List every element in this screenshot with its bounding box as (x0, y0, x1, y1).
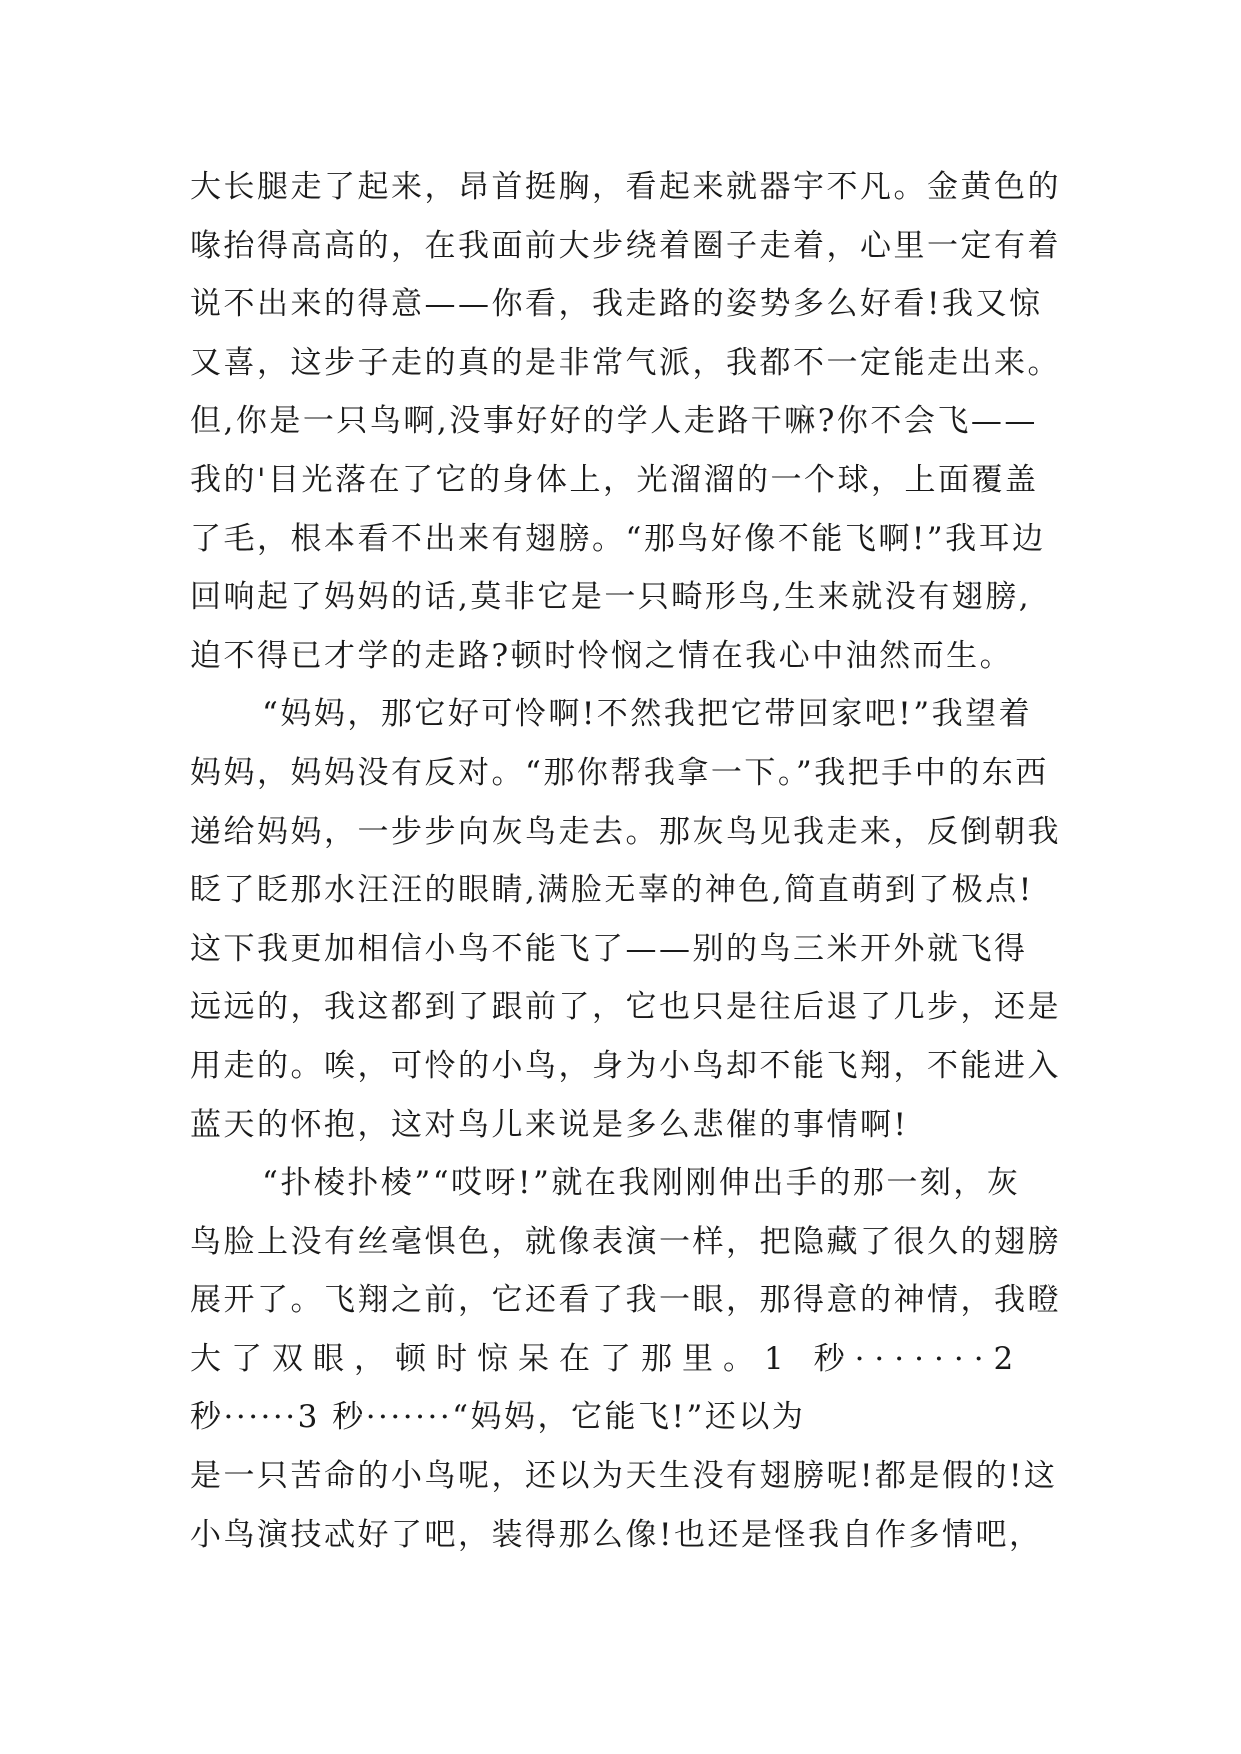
text-line: 远远的，我这都到了跟前了，它也只是往后退了几步，还是 (190, 989, 1061, 1026)
text-line: 大长腿走了起来，昂首挺胸，看起来就器宇不凡。金黄色的 (190, 169, 1061, 205)
text-line: 这下我更加相信小鸟不能飞了——别的鸟三米开外就飞得 (190, 930, 1028, 967)
text-line: 递给妈妈，一步步向灰鸟走去。那灰鸟见我走来，反倒朝我 (190, 813, 1061, 850)
text-line: 但,你是一只鸟啊,没事好好的学人走路干嘛?你不会飞—— (190, 403, 1038, 440)
text-line: 秒······3 秒·······“妈妈，它能飞!”还以为 (190, 1399, 806, 1436)
text-line: 鸟脸上没有丝毫惧色，就像表演一样，把隐藏了很久的翅膀 (190, 1223, 1061, 1260)
text-line: 我的'目光落在了它的身体上，光溜溜的一个球，上面覆盖 (190, 461, 1039, 498)
text-line: 说不出来的得意——你看，我走路的姿势多么好看!我又惊 (190, 286, 1043, 323)
text-line: 又喜，这步子走的真的是非常气派，我都不一定能走出来。 (190, 344, 1061, 381)
text-line: 用走的。唉，可怜的小鸟，身为小鸟却不能飞翔，不能进入 (190, 1047, 1061, 1084)
text-line: 眨了眨那水汪汪的眼睛,满脸无辜的神色,简直萌到了极点! (190, 872, 1034, 909)
text-line: 展开了。飞翔之前，它还看了我一眼，那得意的神情，我瞪 (190, 1282, 1061, 1319)
text-line: 喙抬得高高的，在我面前大步绕着圈子走着，心里一定有着 (190, 227, 1061, 264)
paragraph-start-line: “扑棱扑棱”“哎呀!”就在我刚刚伸出手的那一刻，灰 (262, 1165, 1021, 1202)
text-line: 是一只苦命的小鸟呢，还以为天生没有翅膀呢!都是假的!这 (190, 1458, 1058, 1495)
text-line: 了毛，根本看不出来有翅膀。“那鸟好像不能飞啊!”我耳边 (190, 520, 1046, 557)
text-line: 小鸟演技忒好了吧，装得那么像!也还是怪我自作多情吧， (190, 1516, 1043, 1553)
text-line: 妈妈，妈妈没有反对。“那你帮我拿一下。”我把手中的东西 (190, 754, 1049, 791)
text-line: 迫不得已才学的走路?顿时怜悯之情在我心中油然而生。 (190, 637, 1014, 674)
text-line: 回响起了妈妈的话,莫非它是一只畸形鸟,生来就没有翅膀, (190, 579, 1032, 616)
text-line: 蓝天的怀抱，这对鸟儿来说是多么悲催的事情啊! (190, 1106, 909, 1143)
body-text (190, 158, 1070, 1564)
text-line: 大了双眼，顿时惊呆在了那里。1 秒·······2 (190, 1340, 1024, 1377)
paragraph-start-line: “妈妈，那它好可怜啊!不然我把它带回家吧!”我望着 (262, 696, 1033, 733)
